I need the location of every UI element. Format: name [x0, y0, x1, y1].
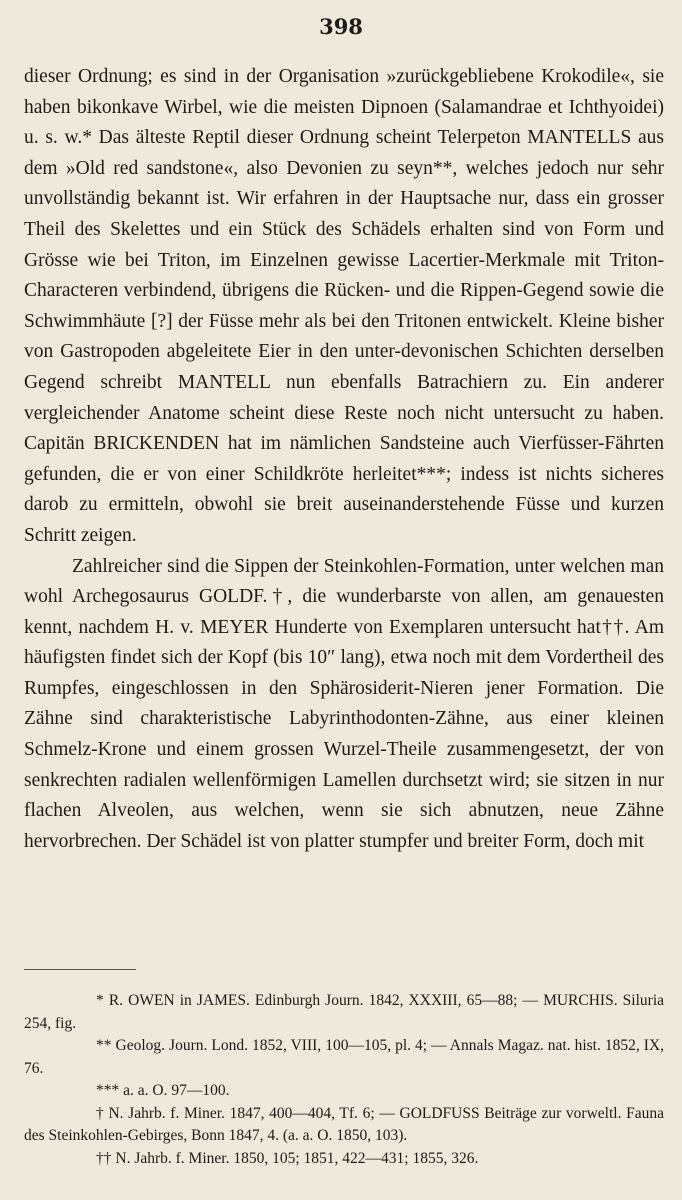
footnote-text: N. Jahrb. f. Miner. 1850, 105; 1851, 422—431; 1855, 326. — [115, 1149, 479, 1167]
main-text — [24, 62, 664, 857]
footnote-text: Geolog. Journ. Lond. 1852, VIII, 100—105, pl. 4; — Annals Magaz. nat. hist. 1852, IX, 76. — [24, 1037, 665, 1077]
footnote-divider — [24, 969, 136, 970]
footnote-3 — [24, 1080, 664, 1103]
footnote-mark: † — [96, 1104, 104, 1122]
footnote-mark: * — [96, 992, 104, 1009]
page-number: 398 — [319, 14, 363, 39]
footnote-text: R. OWEN in JAMES. Edinburgh Journ. 1842, XXXIII, 65—88; — MURCHIS. Siluria 254, fig. — [24, 992, 665, 1032]
footnote-mark: †† — [96, 1149, 112, 1167]
paragraph-2: Zahlreicher sind die Sippen der Steinkohlen-Formation, unter welchen man wohl Archegosaurus GOLDF.†, die wunderbarste von allen, am genauesten kennt, nachdem H. v. MEYER Hunderte von Exemplaren untersucht hat††. Am häufigsten findet sich der Kopf (bis 10″ lang), etwa noch mit dem Vordertheil des Rumpfes, eingeschlossen in den Sphärosiderit-Nieren jener Formation. Die Zähne sind charakteristische Labyrinthodonten-Zähne, aus einer kleinen Schmelz-Krone und einem grossen Wurzel-Theile zusammengesetzt, der von senkrechten radialen wellenförmigen Lamellen durchsetzt wird; sie sitzen in nur flachen Alveolen, aus welchen, wenn sie sich abnutzen, neue Zähne hervorbrechen. Der Schädel ist von platter stumpfer und breiter Form, doch mit — [24, 555, 664, 852]
paragraph-1: dieser Ordnung; es sind in der Organisation »zurückgebliebene Krokodile«, sie haben bikonkave Wirbel, wie die meisten Dipnoen (Salamandrae et Ichthyoidei) u. s. w.* Das älteste Reptil dieser Ordnung scheint Telerpeton MANTELLS aus dem »Old red sandstone«, also Devonien zu seyn**, welches jedoch nur sehr unvollständig bekannt ist. Wir erfahren in der Hauptsache nur, dass ein grosser Theil des Skelettes und ein Stück des Schädels erhalten sind von Form und Grösse wie bei Triton, im Einzelnen gewisse Lacertier-Merkmale mit Triton-Characteren verbindend, übrigens die Rücken- und die Rippen-Gegend sowie die Schwimmhäute [?] der Füsse mehr als bei den Tritonen entwickelt. Kleine bisher von Gastropoden abgeleitete Eier in den unter-devonischen Schichten derselben Gegend schreibt MANTELL nun ebenfalls Batrachiern zu. Ein anderer vergleichender Anatome scheint diese Reste noch nicht untersucht zu haben. Capitän BRICKENDEN hat im nämlichen Sandsteine auch Vierfüsser-Fährten gefunden, die er von einer Schildkröte herleitet***; indess ist nichts sicheres darob zu ermitteln, obwohl sie breit auseinanderstehende Füsse und kurzen Schritt zeigen. — [24, 66, 664, 546]
footnote-1 — [24, 990, 664, 1035]
footnote-5 — [24, 1148, 664, 1171]
footnote-mark: *** — [96, 1082, 120, 1099]
footnote-text: N. Jahrb. f. Miner. 1847, 400—404, Tf. 6; — GOLDFUSS Beiträge zur vorweltl. Fauna des Steinkohlen-Gebirges, Bonn 1847, 4. (a. a. O. 1850, 103). — [24, 1104, 665, 1144]
footnote-text: a. a. O. 97—100. — [123, 1082, 230, 1099]
footnotes — [24, 990, 664, 1170]
footnote-2 — [24, 1035, 664, 1080]
footnote-mark: ** — [96, 1037, 112, 1054]
footnote-4 — [24, 1103, 664, 1148]
